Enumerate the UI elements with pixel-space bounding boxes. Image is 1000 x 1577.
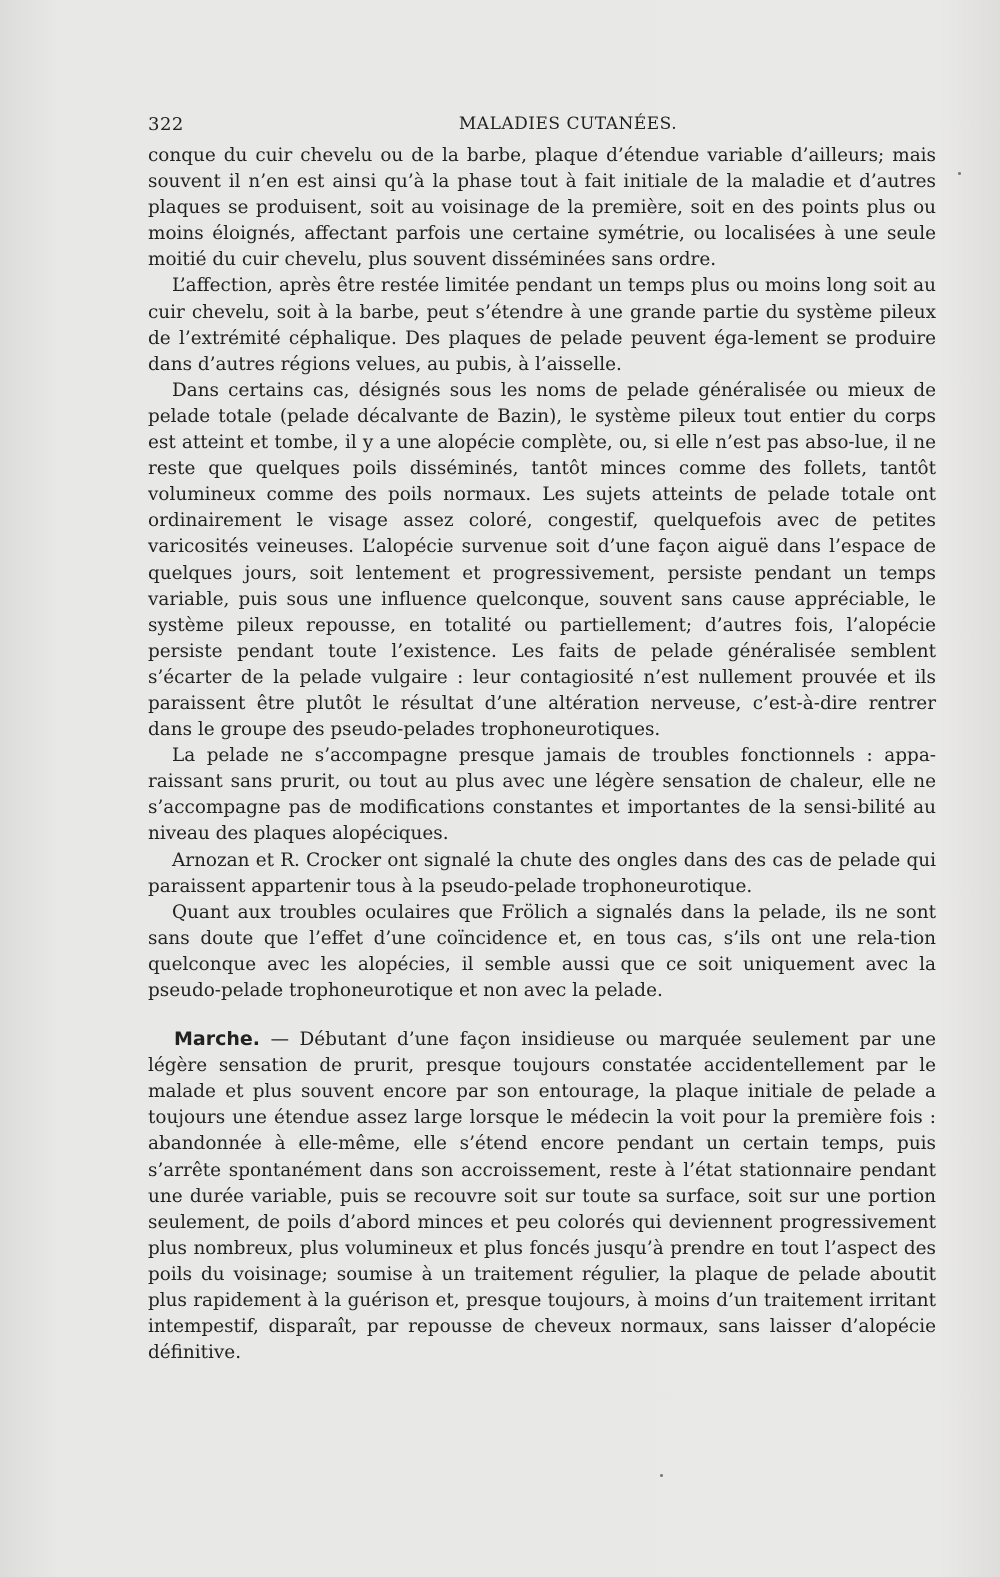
section-heading: Marche.	[174, 1028, 260, 1051]
section-text: — Débutant d’une façon insidieuse ou marquée seulement par une légère sensation de prurit, presque toujours constatée accidentellement par le malade et plus souvent encore par son entourage, la plaque initiale de pelade a toujours une étendue assez large lorsque le médecin la voit pour la première fois : abandonnée à elle-même, elle s’étend encore pendant un certain temps, puis s’arrête spontanément dans son accroissement, reste à l’état stationnaire pendant une durée variable, puis se recouvre soit sur toute sa surface, soit sur une portion seulement, de poils d’abord minces et peu colorés qui deviennent progressivement plus nombreux, plus volumineux et plus foncés jusqu’à prendre en tout l’aspect des poils du voisinage; soumise à un traitement régulier, la plaque de pelade aboutit plus rapidement à la guérison et, presque toujours, à moins d’un traitement irritant intempestif, disparaît, par repousse de cheveux normaux, sans laisser d’alopécie définitive.	[148, 1029, 936, 1364]
paper-speck	[958, 172, 961, 175]
paragraph-5: Arnozan et R. Crocker ont signalé la chute des ongles dans des cas de pelade qui paraissent appartenir tous à la pseudo-pelade trophoneurotique.	[148, 849, 936, 897]
page-number: 322	[148, 114, 184, 135]
paragraph-3: Dans certains cas, désignés sous les noms de pelade généralisée ou mieux de pelade totale (pelade décalvante de Bazin), le système pileux tout entier du corps est atteint et tombe, il y a une alopécie complète, ou, si elle n’est pas abso-lue, il ne reste que quelques poils disséminés, tantôt minces comme des follets, tantôt volumineux comme des poils normaux. Les sujets atteints de pelade totale ont ordinairement le visage assez coloré, congestif, quelquefois avec de petites varicosités veineuses. L’alopécie survenue soit d’une façon aiguë dans l’espace de quelques jours, soit lentement et progressivement, persiste pendant un temps variable, puis sous une influence quelconque, souvent sans cause appréciable, le système pileux repousse, en totalité ou partiellement; d’autres fois, l’alopécie persiste pendant toute l’existence. Les faits de pelade généralisée semblent s’écarter de la pelade vulgaire : leur contagiosité n’est nullement prouvée et ils paraissent être plutôt le résultat d’une altération nerveuse, c’est-à-dire rentrer dans le groupe des pseudo-pelades trophoneurotiques.	[148, 379, 936, 741]
paragraph-4: La pelade ne s’accompagne presque jamais de troubles fonctionnels : appa-raissant sans prurit, ou tout au plus avec une légère sensation de chaleur, elle ne s’accompagne pas de modifications constantes et importantes de la sensi-bilité au niveau des plaques alopéciques.	[148, 745, 936, 845]
paragraph-6: Quant aux troubles oculaires que Frölich a signalés dans la pelade, ils ne sont sans doute que l’effet d’une coïncidence et, en tous cas, s’ils ont une rela-tion quelconque avec les alopécies, il semble aussi que ce soit uniquement avec la pseudo-pelade trophoneurotique et non avec la pelade.	[148, 901, 936, 1001]
section-marche	[148, 1026, 936, 1366]
page-header	[148, 114, 928, 140]
running-title: MALADIES CUTANÉES.	[458, 114, 678, 134]
body-text	[148, 143, 936, 1366]
paragraph-2: L’affection, après être restée limitée pendant un temps plus ou moins long soit au cuir chevelu, soit à la barbe, peut s’étendre à une grande partie du système pileux de l’extrémité céphalique. Des plaques de pelade peuvent éga-lement se produire dans d’autres régions velues, au pubis, à l’aisselle.	[148, 275, 936, 375]
paper-speck	[660, 1474, 663, 1477]
paragraph-1: conque du cuir chevelu ou de la barbe, plaque d’étendue variable d’ailleurs; mais souvent il n’en est ainsi qu’à la phase tout à fait initiale de la maladie et d’autres plaques se produisent, soit au voisinage de la première, soit en des points plus ou moins éloignés, affectant parfois une certaine symétrie, ou localisées à une seule moitié du cuir chevelu, plus souvent disséminées sans ordre.	[148, 145, 936, 271]
